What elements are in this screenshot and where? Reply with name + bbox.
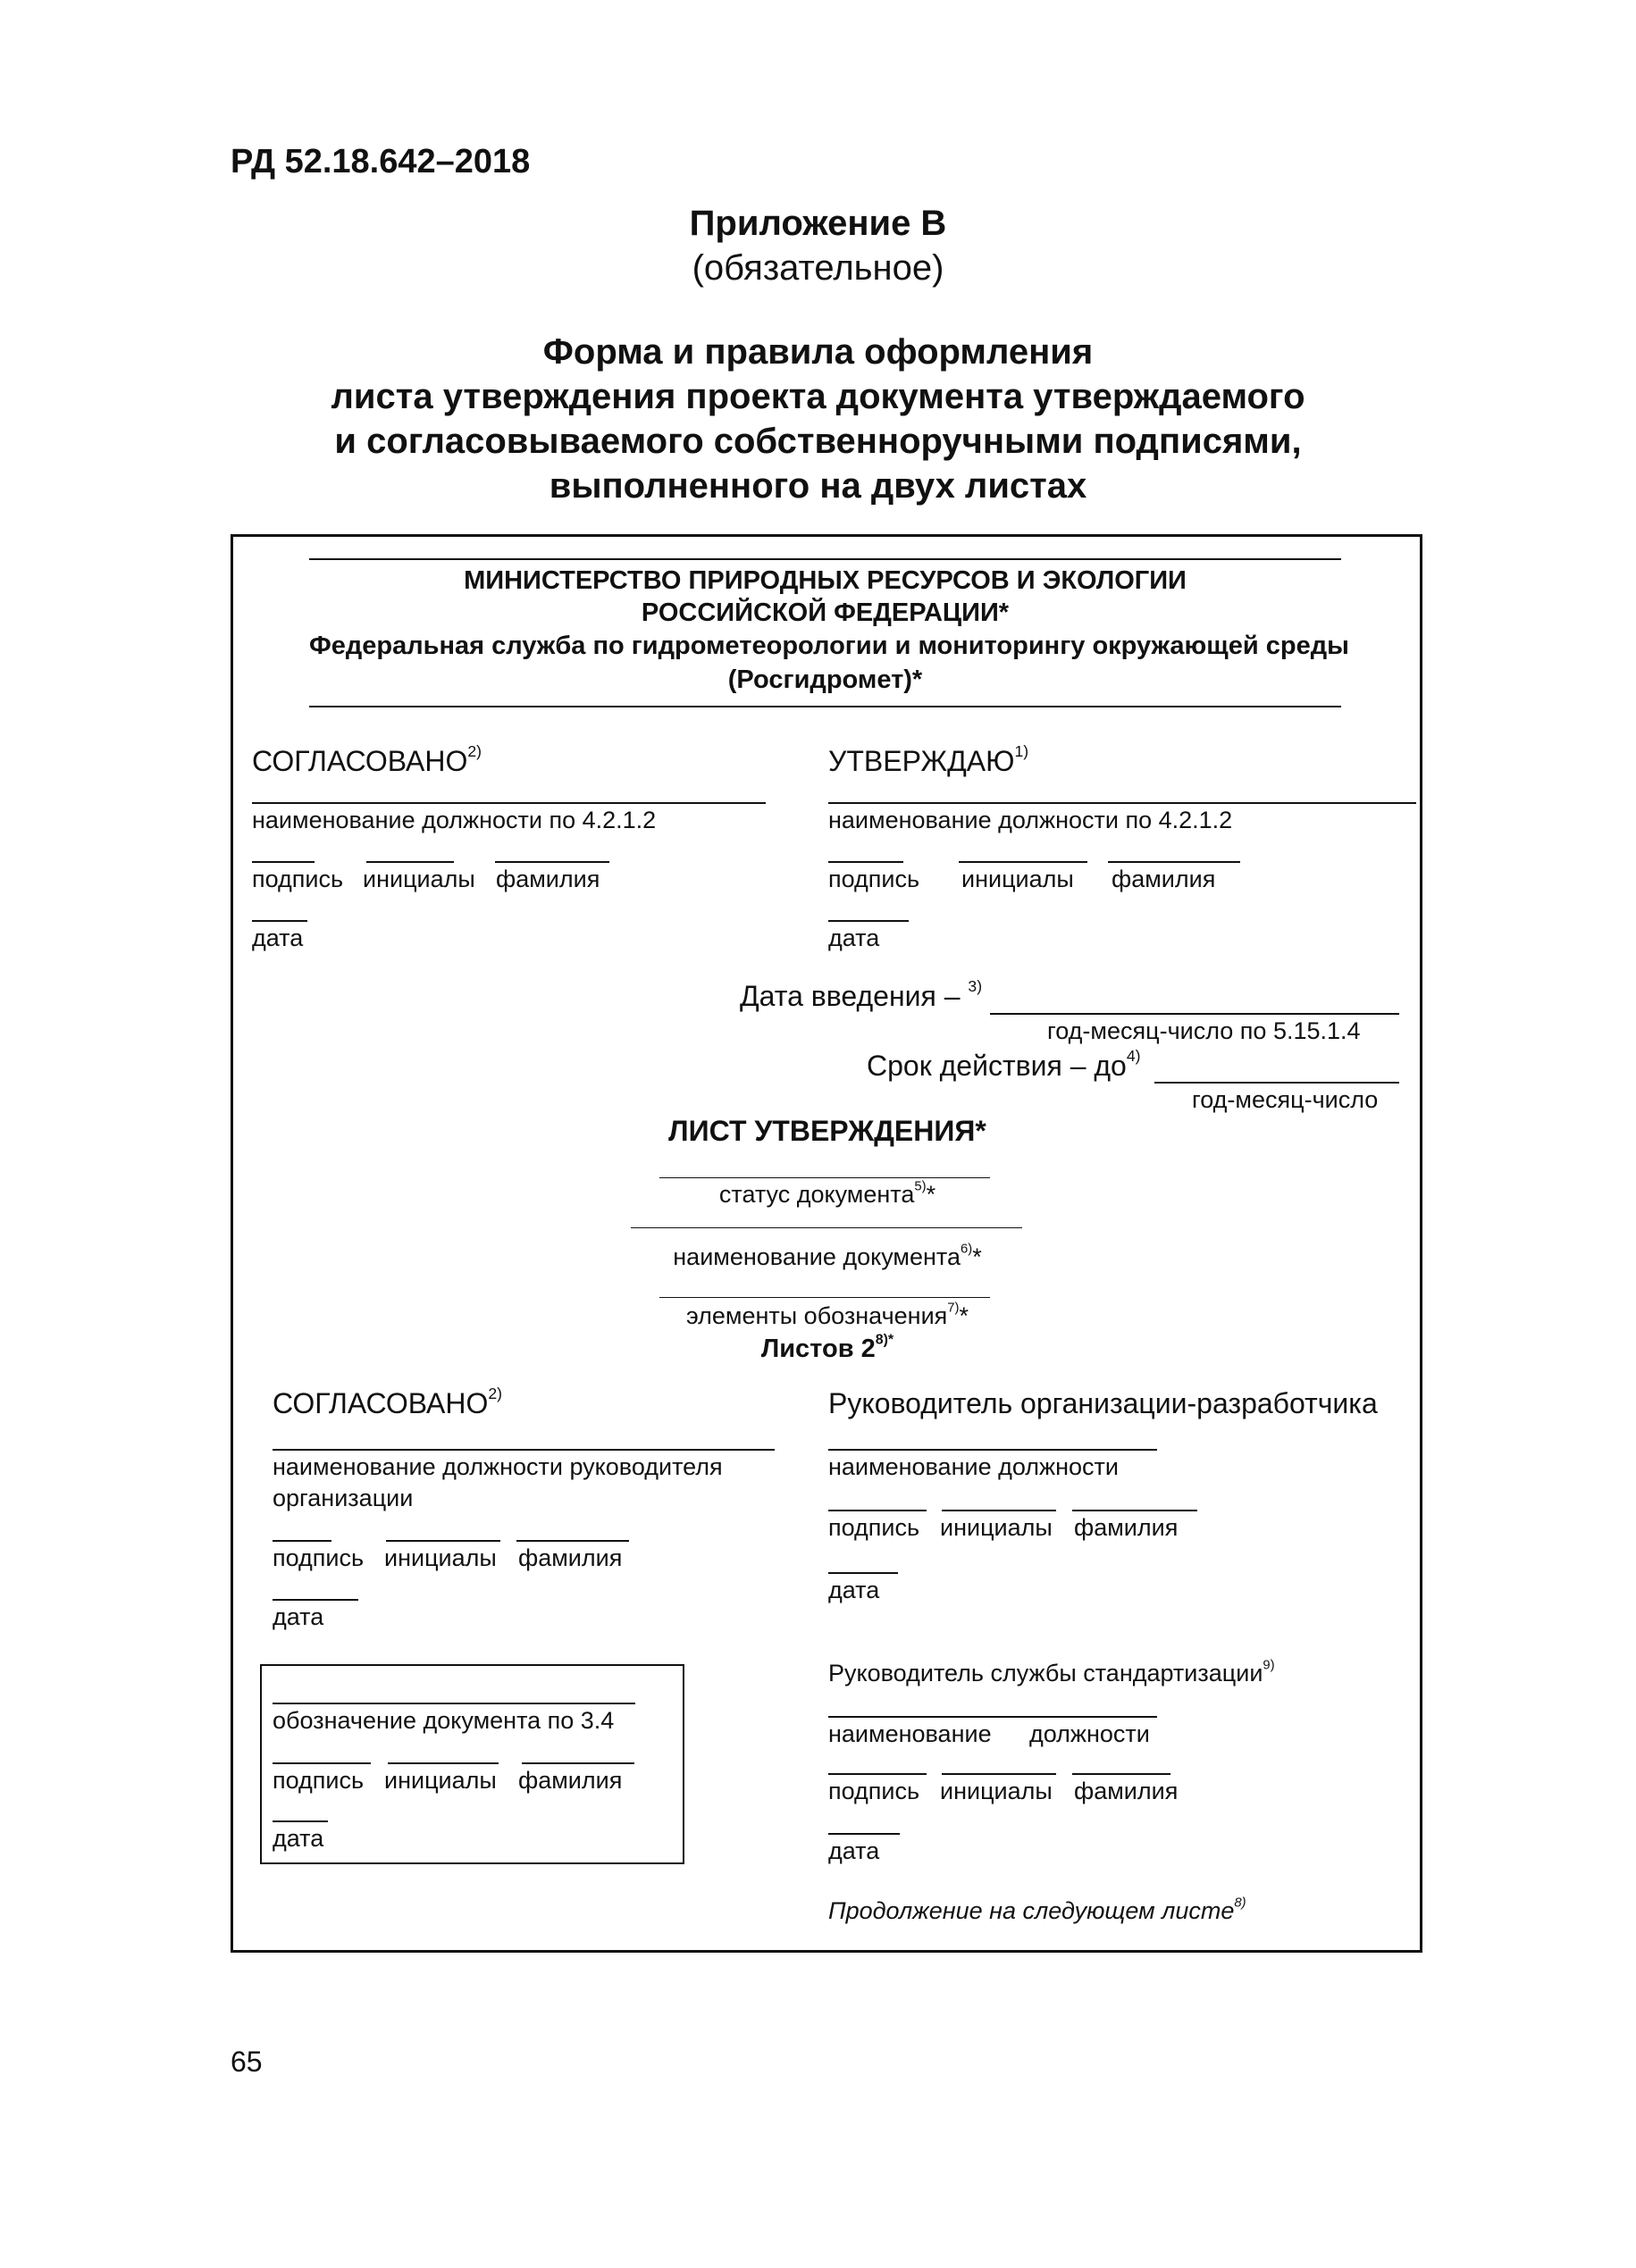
standardization-initials-line	[942, 1773, 1056, 1775]
page-number: 65	[231, 2046, 263, 2078]
approve-initials-line	[959, 861, 1087, 863]
agreed-top-label: СОГЛАСОВАНО$^{2)}$	[252, 742, 482, 777]
developer-initials-label: инициалы	[940, 1514, 1053, 1541]
agreed-top-sign-label: подпись	[252, 866, 344, 892]
developer-sign-label: подпись	[828, 1514, 920, 1541]
agreed-bottom-surname-label: фамилия	[518, 1544, 623, 1571]
developer-label: Руководитель организации-разработчика	[828, 1387, 1378, 1419]
document-code: РД 52.18.642–2018	[231, 143, 531, 180]
standardization-date-line	[828, 1833, 900, 1835]
appendix-heading-line-2: листа утверждения проекта документа утверждаемого	[331, 377, 1305, 416]
ministry-line-4: (Росгидромет)*	[727, 665, 923, 694]
agreed-bottom-initials-line	[386, 1540, 500, 1542]
developer-date-label: дата	[828, 1577, 880, 1603]
developer-surname-label: фамилия	[1074, 1514, 1179, 1541]
approve-surname-label: фамилия	[1112, 866, 1216, 892]
ministry-line-1: МИНИСТЕРСТВО ПРИРОДНЫХ РЕСУРСОВ И ЭКОЛОГИИ	[464, 566, 1187, 595]
agreed-bottom-sign-label: подпись	[273, 1544, 365, 1571]
standardization-surname-line	[1072, 1773, 1170, 1775]
appendix-heading-line-1: Форма и правила оформления	[542, 332, 1094, 372]
standardization-position-line	[828, 1716, 1157, 1718]
appendix-title: Приложение В	[689, 204, 947, 243]
standardization-surname-label: фамилия	[1074, 1778, 1179, 1804]
agreed-bottom-position-line-2: организации	[273, 1485, 414, 1511]
appendix-heading-line-4: выполненного на двух листах	[549, 466, 1087, 506]
designation-surname-label: фамилия	[518, 1767, 623, 1794]
developer-surname-line	[1072, 1510, 1197, 1511]
agreed-top-position: наименование должности по 4.2.1.2	[252, 807, 657, 833]
approve-date-label: дата	[828, 925, 880, 951]
agreed-bottom-position-line-1: наименование должности руководителя	[273, 1453, 723, 1480]
standardization-sign-label: подпись	[828, 1778, 920, 1804]
designation-sign-line	[273, 1762, 371, 1764]
agreed-top-position-line	[252, 802, 766, 804]
doc-elements-line	[659, 1297, 990, 1298]
agreed-bottom-initials-label: инициалы	[384, 1544, 497, 1571]
continued-note: Продолжение на следующем листе$^{8)}$	[828, 1896, 1246, 1924]
standardization-sign-line	[828, 1773, 927, 1775]
doc-elements-label: элементы обозначения$^{7)}$*	[685, 1301, 969, 1329]
doc-status-line	[659, 1177, 990, 1178]
agreed-bottom-label: СОГЛАСОВАНО$^{2)}$	[273, 1385, 503, 1419]
intro-date-hint: год-месяц-число по 5.15.1.4	[1047, 1017, 1361, 1044]
validity-label: Срок действия – $до^{4)}$	[867, 1047, 1141, 1082]
agreed-top-sign-line	[252, 861, 315, 863]
ministry-line-3: Федеральная служба по гидрометеорологии и мониторингу окружающей среды	[309, 632, 1349, 660]
appendix-heading-line-3: и согласовываемого собственноручными подписями,	[334, 422, 1302, 461]
approve-label: УТВЕРЖДАЮ$^{1)}$	[828, 742, 1029, 777]
standardization-date-label: дата	[828, 1837, 880, 1864]
intro-date-line	[990, 1013, 1399, 1015]
agreed-top-surname-label: фамилия	[496, 866, 600, 892]
standardization-initials-label: инициалы	[940, 1778, 1053, 1804]
agreed-top-date-label: дата	[252, 925, 304, 951]
developer-initials-line	[942, 1510, 1056, 1511]
appendix-status: (обязательное)	[692, 248, 944, 288]
agreed-bottom-date-line	[273, 1599, 358, 1601]
ministry-top-rule	[309, 558, 1341, 560]
ministry-bottom-rule	[309, 706, 1341, 707]
sheet-title: ЛИСТ УТВЕРЖДЕНИЯ*	[668, 1115, 986, 1147]
approve-sign-label: подпись	[828, 866, 920, 892]
approve-date-line	[828, 920, 909, 922]
designation-date-label: дата	[273, 1825, 324, 1852]
approve-sign-line	[828, 861, 903, 863]
developer-position-line	[828, 1449, 1157, 1451]
agreed-top-date-line	[252, 920, 307, 922]
agreed-top-initials-label: инициалы	[363, 866, 475, 892]
ministry-line-2: РОССИЙСКОЙ ФЕДЕРАЦИИ*	[641, 598, 1010, 627]
doc-name-label: наименование документа$^{6)}$*	[673, 1242, 982, 1270]
standardization-label: Руководитель службы стандартизации$^{9)}$	[828, 1658, 1275, 1686]
intro-date-label: Дата введения – $^{3)}$	[740, 977, 983, 1012]
standardization-position-b: должности	[1029, 1720, 1150, 1747]
designation-sign-label: подпись	[273, 1767, 365, 1794]
designation-line	[273, 1703, 635, 1704]
agreed-bottom-sign-line	[273, 1540, 331, 1542]
approve-initials-label: инициалы	[961, 866, 1074, 892]
approve-position-line	[828, 802, 1416, 804]
developer-position-label: наименование должности	[828, 1453, 1119, 1480]
agreed-top-initials-line	[366, 861, 454, 863]
approve-position: наименование должности по 4.2.1.2	[828, 807, 1233, 833]
sheets-count: Листов $2^{8)*}$	[760, 1332, 894, 1363]
agreed-bottom-position-line	[273, 1449, 775, 1451]
designation-label: обозначение документа по 3.4	[273, 1707, 615, 1734]
designation-initials-line	[388, 1762, 499, 1764]
agreed-bottom-date-label: дата	[273, 1603, 324, 1630]
doc-name-line	[631, 1227, 1022, 1228]
approve-surname-line	[1108, 861, 1240, 863]
standardization-position-a: наименование	[828, 1720, 992, 1747]
designation-surname-line	[522, 1762, 634, 1764]
doc-status-label: статус документа$^{5)}$*	[718, 1179, 936, 1208]
designation-initials-label: инициалы	[384, 1767, 497, 1794]
developer-date-line	[828, 1572, 898, 1574]
developer-sign-line	[828, 1510, 927, 1511]
designation-date-line	[273, 1820, 328, 1822]
validity-line	[1154, 1082, 1399, 1084]
agreed-bottom-surname-line	[516, 1540, 629, 1542]
agreed-top-surname-line	[495, 861, 609, 863]
validity-hint: год-месяц-число	[1192, 1086, 1379, 1113]
